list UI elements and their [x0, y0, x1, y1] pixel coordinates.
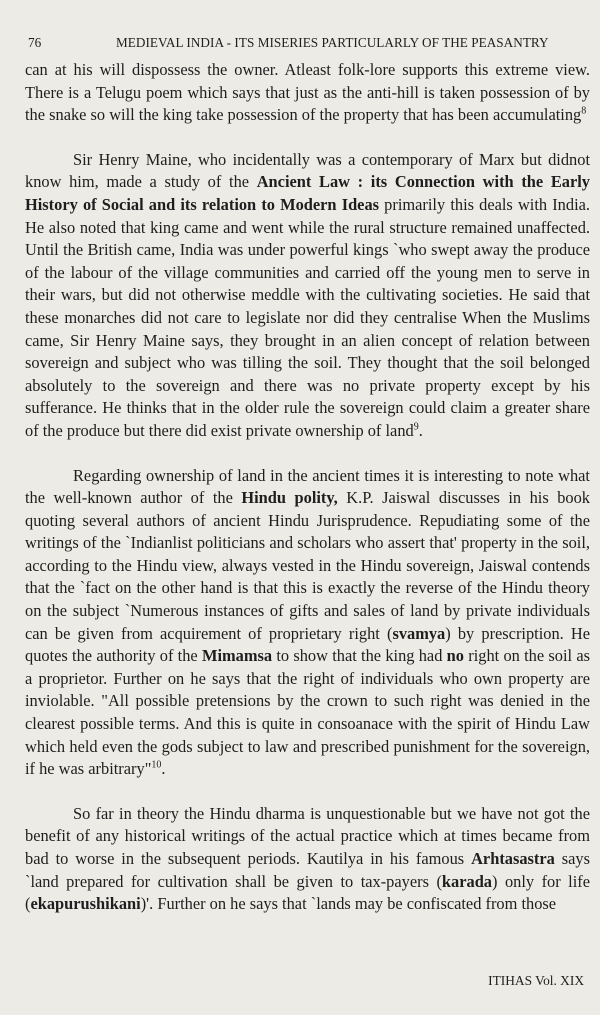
footnote-ref-9: 9 — [413, 421, 419, 433]
footnote-ref-8: 8 — [581, 105, 587, 117]
paragraph-text: primarily this deals with India. He also noted that king came and went while the rural structure remained unaffected. Until the British came, India was under powerful kings `who swept away the produce of the labour of the village communities and carried off the young men to serve in their wars, but did not otherwise meddle with the cultivating societies. He said that these monarches did not care to legislate nor did they centralise When the Muslims came, Sir Henry Maine says, they brought in an alien concept of relation between sovereign and subject who was tilling the soil. They thought that the soil belonged absolutely to the sovereign and there was no private property except by his sufferance. He thinks that in the older rule the sovereign could claim a greater share of the produce but there did exist private ownership of land — [25, 194, 591, 440]
paragraph-text: . — [161, 759, 166, 779]
footnote-ref-10: 10 — [151, 759, 162, 771]
paragraph-text: ) by prescription. He quotes the authority of the — [25, 623, 591, 666]
paragraph-kautilya — [25, 803, 590, 916]
paragraph-text: right on the soil as a proprietor. Further on he says that the right of individuals who own property are inviolable. "All possible pretensions by the crown to such right was denied in the clearest possible terms. And this is quite in consoanace with the spirit of Hindu Law which held even the gods subject to law and prescribed punishment for the sovereign, if he was arbitrary" — [25, 646, 590, 779]
emphasis-no: no — [446, 646, 464, 666]
paragraph-henry-maine — [25, 149, 590, 443]
paragraph-text: K.P. Jaiswal discusses in his book quoting several authors of ancient Hindu Jurisprudence. Repudiating some of the writings of the `Indianlist politicians and scholars who assert that' property in the soil, according to the Hindu view, always vested in the Hindu sovereign, Jaiswal contends that the `fact on the other hand is that this is exactly the reverse of the Hindu theory on the subject `Numerous instances of gifts and sales of land by private individuals can be given from acquirement of proprietary right ( — [25, 488, 591, 643]
term-svamya: svamya — [392, 623, 446, 643]
paragraph-text: Sir Henry Maine, who incidentally was a contemporary of Marx but didnot know him, made a study of the — [25, 149, 590, 192]
paragraph-text: Regarding ownership of land in the ancient times it is interesting to note what the well-known author of the — [25, 465, 590, 508]
page-header — [28, 35, 576, 55]
paragraph-folklore — [25, 59, 590, 127]
running-title: MEDIEVAL INDIA - ITS MISERIES PARTICULARLY OF THE PEASANTRY — [116, 35, 549, 50]
term-karada: karada — [441, 871, 492, 891]
paragraph-land-ownership — [25, 465, 590, 781]
page-number: 76 — [28, 35, 42, 50]
page-footer: ITIHAS Vol. XIX — [488, 973, 584, 988]
book-title-ancient-law: Ancient Law : its Connection with the Early History of Social and its relation to Modern Ideas — [25, 172, 590, 214]
paragraph-text: )'. Further on he says that `lands may be confiscated from those — [140, 894, 557, 914]
book-title-arthasastra: Arhtasastra — [471, 849, 555, 868]
paragraph-text: . — [418, 420, 423, 440]
paragraph-text: to show that the king had — [272, 646, 447, 666]
term-ekapurushikani: ekapurushikani — [30, 894, 141, 914]
paragraph-text: can at his will dispossess the owner. Atleast folk-lore supports this extreme view. There is a Telugu poem which says that just as the anti-hill is taken possession of by the snake so will the king take possession of the property that has been accumulating — [25, 60, 590, 125]
body-text — [25, 59, 590, 916]
paragraph-text: says `land prepared for cultivation shall be given to tax-payers ( — [25, 849, 590, 891]
paragraph-text: ) only for life ( — [25, 871, 591, 914]
term-mimamsa: Mimamsa — [201, 646, 273, 666]
book-title-hindu-polity: Hindu polity, — [241, 488, 338, 508]
paragraph-text: So far in theory the Hindu dharma is unquestionable but we have not got the benefit of any historical writings of the actual practice which at times became from bad to worse in the subsequent periods. Kautilya in his famous — [25, 803, 590, 868]
